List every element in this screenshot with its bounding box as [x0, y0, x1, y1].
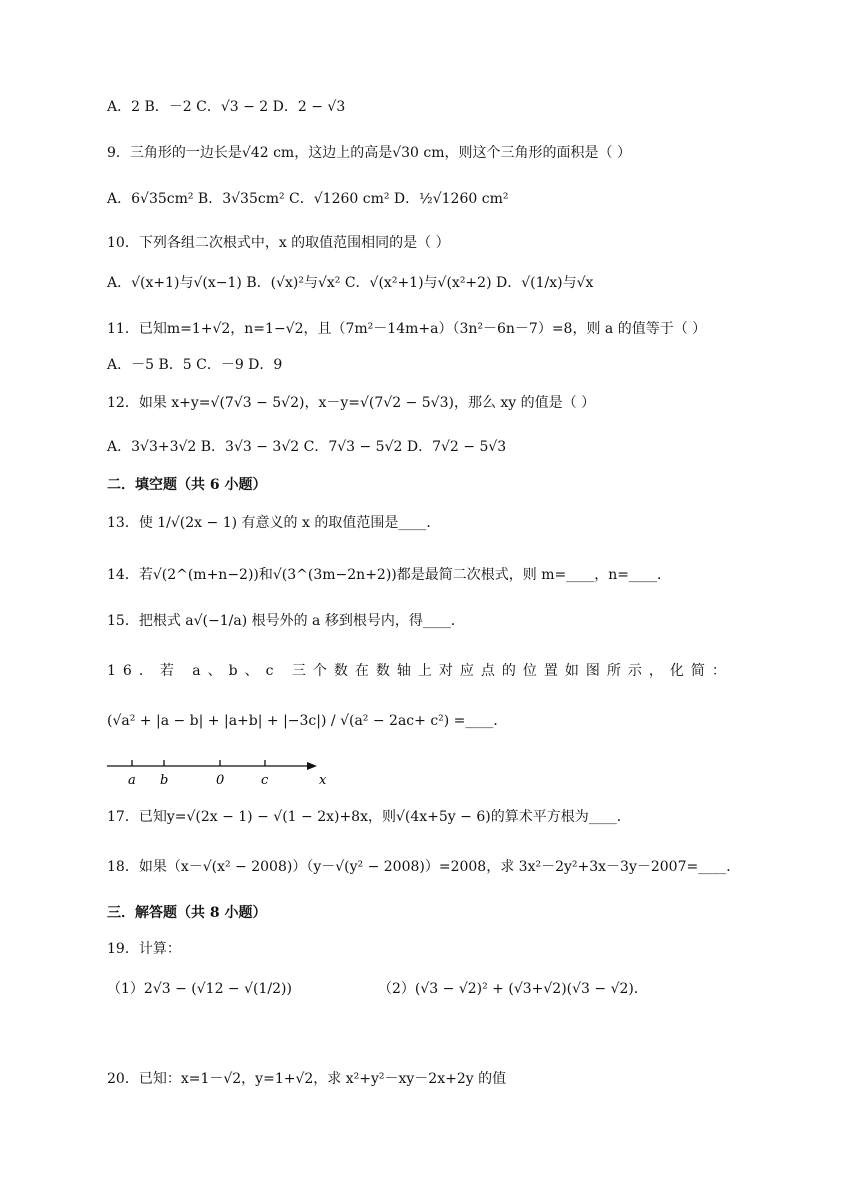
q16-stem: 16．若 a、b、c 三个数在数轴上对应点的位置如图所示，化简：: [107, 663, 733, 679]
q18-stem: 18．如果（x－√(x² − 2008)）（y－√(y² − 2008)）=2008，求 3x²－2y²+3x－3y－2007=____．: [107, 859, 741, 875]
q12-options: A．3√3+3√2 B．3√3 − 3√2 C．7√3 − 5√2 D．7√2 − 5√3: [107, 439, 507, 455]
q15-stem: 15．把根式 a√(−1/a) 根号外的 a 移到根号内，得____．: [107, 613, 465, 629]
q17-stem: 17．已知y=√(2x − 1) − √(1 − 2x)+8x，则√(4x+5y − 6)的算术平方根为____．: [107, 809, 631, 825]
section-fill-blank-title: 二．填空题（共 6 小题）: [107, 477, 267, 493]
q8-options: A．2 B．－2 C．√3 − 2 D．2 − √3: [107, 99, 346, 115]
axis-label-c: c: [261, 773, 269, 788]
section-answer-title: 三．解答题（共 8 小题）: [107, 905, 267, 921]
q12-stem: 12．如果 x+y=√(7√3 − 5√2)，x－y=√(7√2 − 5√3)，那么 xy 的值是（ ）: [107, 395, 596, 411]
axis-label-a: a: [128, 773, 136, 788]
q9-stem: 9．三角形的一边长是√42 cm，这边上的高是√30 cm，则这个三角形的面积是（ ）: [107, 145, 631, 161]
q11-options: A．－5 B．5 C．－9 D．9: [107, 357, 283, 373]
axis-label-zero: 0: [216, 773, 225, 788]
axis-label-b: b: [160, 773, 169, 788]
number-line-figure: [107, 760, 332, 790]
q14-stem: 14．若√(2^(m+n−2))和√(3^(3m−2n+2))都是最简二次根式，则 m=____，n=____．: [107, 567, 671, 583]
q13-stem: 13．使 1/√(2x − 1) 有意义的 x 的取值范围是____．: [107, 515, 441, 531]
axis-label-x: x: [319, 773, 327, 788]
q19-part2: （2）(√3 − √2)² + (√3+√2)(√3 − √2)．: [378, 981, 648, 997]
q11-stem: 11．已知m=1+√2，n=1−√2，且（7m²－14m+a）（3n²－6n－7）=8，则 a 的值等于（ ）: [107, 321, 707, 337]
q9-options: A．6√35cm² B．3√35cm² C．√1260 cm² D．½√1260 cm²: [107, 191, 509, 207]
q10-stem: 10．下列各组二次根式中，x 的取值范围相同的是（ ）: [107, 235, 450, 251]
q19-part1: （1）2√3 − (√12 − √(1/2)): [107, 981, 292, 997]
q19-stem: 19．计算：: [107, 941, 181, 957]
q20-stem: 20．已知：x=1－√2，y=1+√2，求 x²+y²－xy－2x+2y 的值: [107, 1071, 507, 1087]
q16-expression: (√a² + |a − b| + |a+b| + |−3c|) / √(a² − 2ac+ c²) =____．: [107, 713, 508, 729]
q10-options: A．√(x+1)与√(x−1) B．(√x)²与√x² C．√(x²+1)与√(x²+2) D．√(1/x)与√x: [107, 275, 594, 291]
